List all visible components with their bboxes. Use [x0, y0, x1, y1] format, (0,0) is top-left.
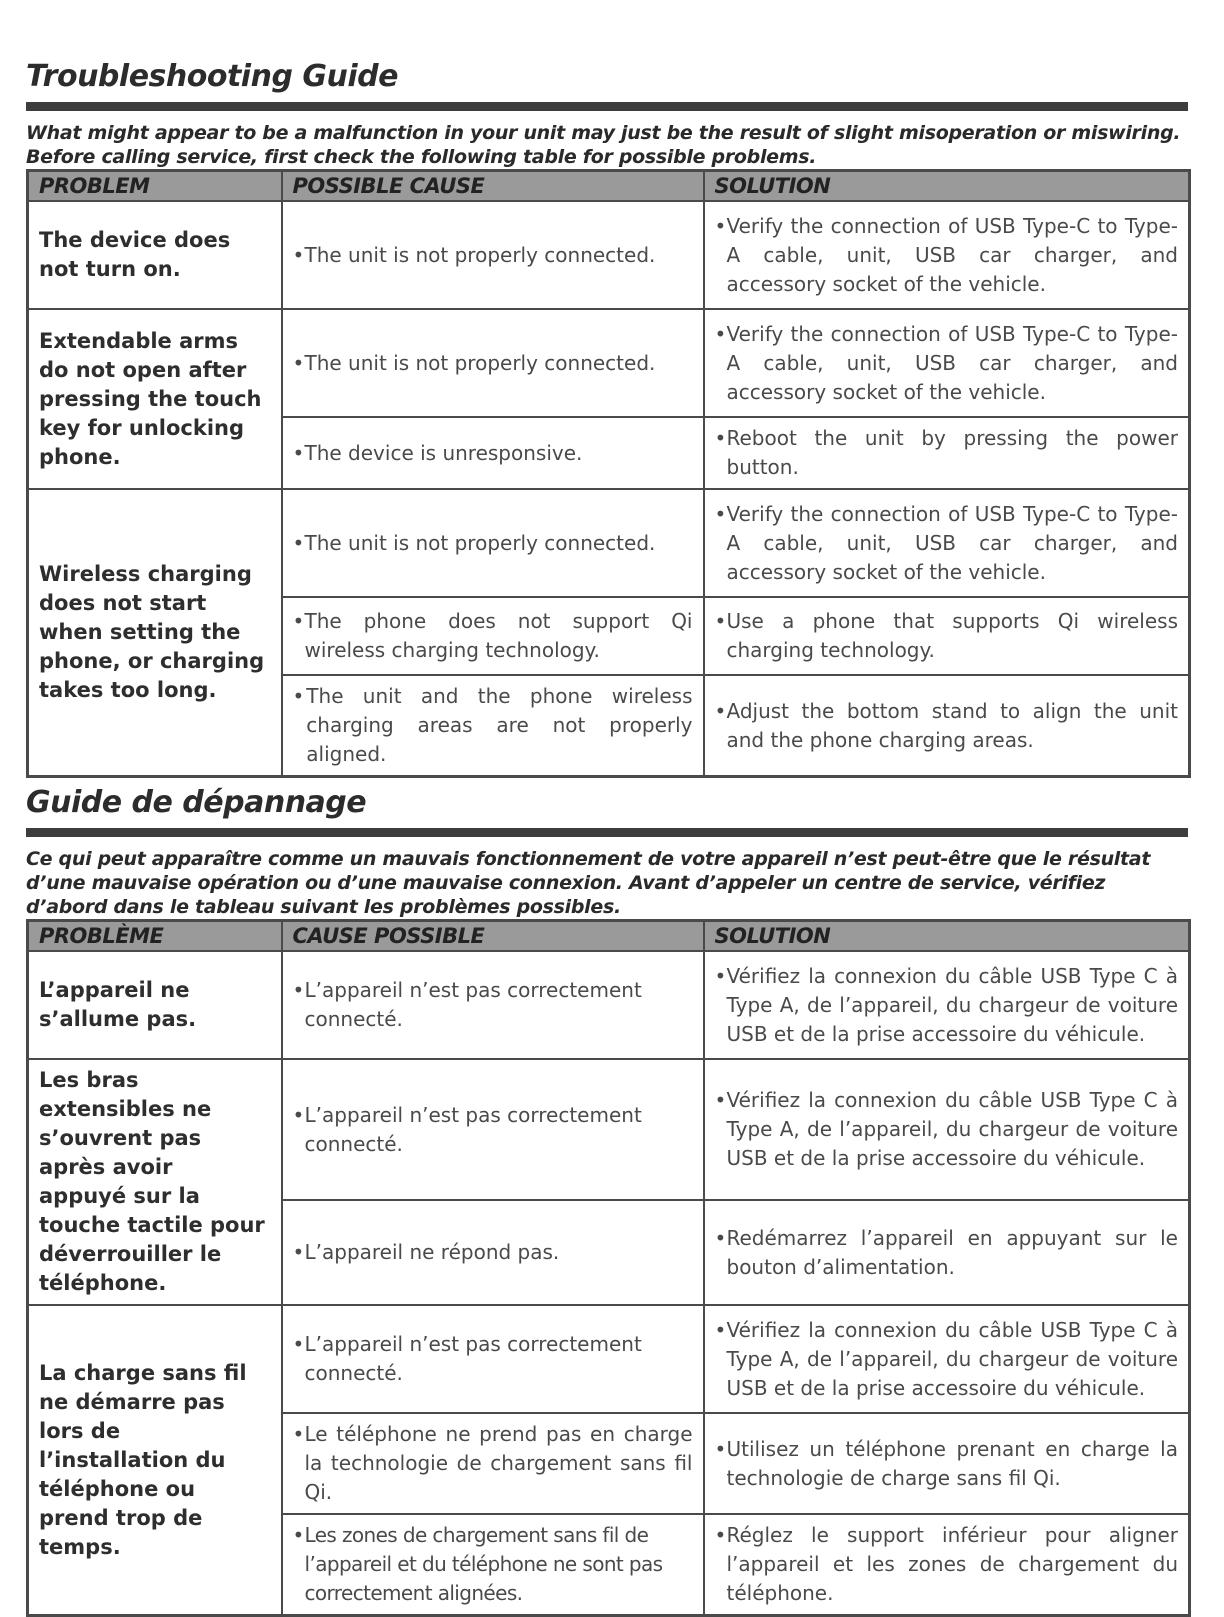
cause-cell: • The phone does not support Qi wireless charging technology.	[282, 597, 704, 675]
problem-cell: Extendable arms do not open after pressing the touch key for unlocking phone.	[28, 309, 282, 489]
section-title-fr: Guide de dépannage	[26, 785, 367, 820]
intro-text	[26, 121, 1188, 169]
table-header-row	[28, 921, 1190, 952]
page-title: Troubleshooting Guide	[26, 59, 398, 94]
solution-cell: • Use a phone that supports Qi wireless charging technology.	[704, 597, 1190, 675]
solution-cell: • Adjust the bottom stand to align the unit and the phone charging areas.	[704, 675, 1190, 777]
title-rule	[26, 102, 1188, 111]
problem-cell: L’appareil ne s’allume pas.	[28, 951, 282, 1059]
table-row	[28, 201, 1190, 309]
english-section	[26, 58, 1188, 778]
intro-line-1: What might appear to be a malfunction in your unit may just be the result of slight misoperation or miswiring.	[26, 122, 1181, 144]
cause-cell: • L’appareil n’est pas correctement connecté.	[282, 951, 704, 1059]
solution-cell: • Réglez le support inférieur pour aligner l’appareil et les zones de chargement du téléphone.	[704, 1514, 1190, 1616]
troubleshooting-table-fr	[26, 919, 1191, 1617]
table-row	[28, 309, 1190, 417]
header-solution: SOLUTION	[704, 921, 1190, 952]
cause-cell: • The unit and the phone wireless charging areas are not properly aligned.	[282, 675, 704, 777]
solution-cell: • Redémarrez l’appareil en appuyant sur le bouton d’alimentation.	[704, 1200, 1190, 1305]
intro-line-2: Before calling service, first check the following table for possible problems.	[26, 146, 817, 168]
solution-cell: • Verify the connection of USB Type-C to Type-A cable, unit, USB car charger, and accessory socket of the vehicle.	[704, 309, 1190, 417]
solution-cell: • Vérifiez la connexion du câble USB Type C à Type A, de l’appareil, du chargeur de voiture USB et de la prise accessoire du véhicule.	[704, 1305, 1190, 1413]
table-row	[28, 951, 1190, 1059]
solution-cell: • Verify the connection of USB Type-C to Type-A cable, unit, USB car charger, and accessory socket of the vehicle.	[704, 489, 1190, 597]
cause-cell: • Les zones de chargement sans fil de l’appareil et du téléphone ne sont pas correctement alignées.	[282, 1514, 704, 1616]
header-cause: CAUSE POSSIBLE	[282, 921, 704, 952]
solution-cell: • Vérifiez la connexion du câble USB Type C à Type A, de l’appareil, du chargeur de voiture USB et de la prise accessoire du véhicule.	[704, 1059, 1190, 1200]
problem-cell: Les bras extensibles ne s’ouvrent pas après avoir appuyé sur la touche tactile pour déverrouiller le téléphone.	[28, 1059, 282, 1305]
cause-cell: • L’appareil n’est pas correctement connecté.	[282, 1305, 704, 1413]
table-row	[28, 1059, 1190, 1200]
cause-cell: • The unit is not properly connected.	[282, 309, 704, 417]
table-row	[28, 1305, 1190, 1413]
solution-cell: • Vérifiez la connexion du câble USB Type C à Type A, de l’appareil, du chargeur de voiture USB et de la prise accessoire du véhicule.	[704, 951, 1190, 1059]
cause-cell: • L’appareil ne répond pas.	[282, 1200, 704, 1305]
header-cause: POSSIBLE CAUSE	[282, 171, 704, 202]
header-solution: SOLUTION	[704, 171, 1190, 202]
solution-cell: • Utilisez un téléphone prenant en charge la technologie de charge sans fil Qi.	[704, 1413, 1190, 1514]
title-rule	[26, 828, 1188, 837]
header-problem: PROBLEM	[28, 171, 282, 202]
solution-cell: • Reboot the unit by pressing the power button.	[704, 417, 1190, 489]
problem-cell: Wireless charging does not start when setting the phone, or charging takes too long.	[28, 489, 282, 777]
problem-cell: La charge sans fil ne démarre pas lors de l’installation du téléphone ou prend trop de temps.	[28, 1305, 282, 1616]
intro-text-fr: Ce qui peut apparaître comme un mauvais fonctionnement de votre appareil n’est peut-être que le résultat d’une mauvaise opération ou d’une mauvaise connexion. Avant d’appeler un centre de service, vérifiez d’abord dans le tableau suivant les problèmes possibles.	[26, 848, 1151, 918]
table-header-row	[28, 171, 1190, 202]
page	[26, 58, 1188, 1617]
cause-cell: • The unit is not properly connected.	[282, 489, 704, 597]
solution-cell: • Verify the connection of USB Type-C to Type-A cable, unit, USB car charger, and accessory socket of the vehicle.	[704, 201, 1190, 309]
french-section	[26, 784, 1188, 1617]
table-row	[28, 489, 1190, 597]
cause-cell: • L’appareil n’est pas correctement connecté.	[282, 1059, 704, 1200]
cause-cell: • The unit is not properly connected.	[282, 201, 704, 309]
problem-cell: The device does not turn on.	[28, 201, 282, 309]
cause-cell: • Le téléphone ne prend pas en charge la technologie de chargement sans fil Qi.	[282, 1413, 704, 1514]
troubleshooting-table	[26, 169, 1191, 778]
header-problem: PROBLÈME	[28, 921, 282, 952]
cause-cell: • The device is unresponsive.	[282, 417, 704, 489]
